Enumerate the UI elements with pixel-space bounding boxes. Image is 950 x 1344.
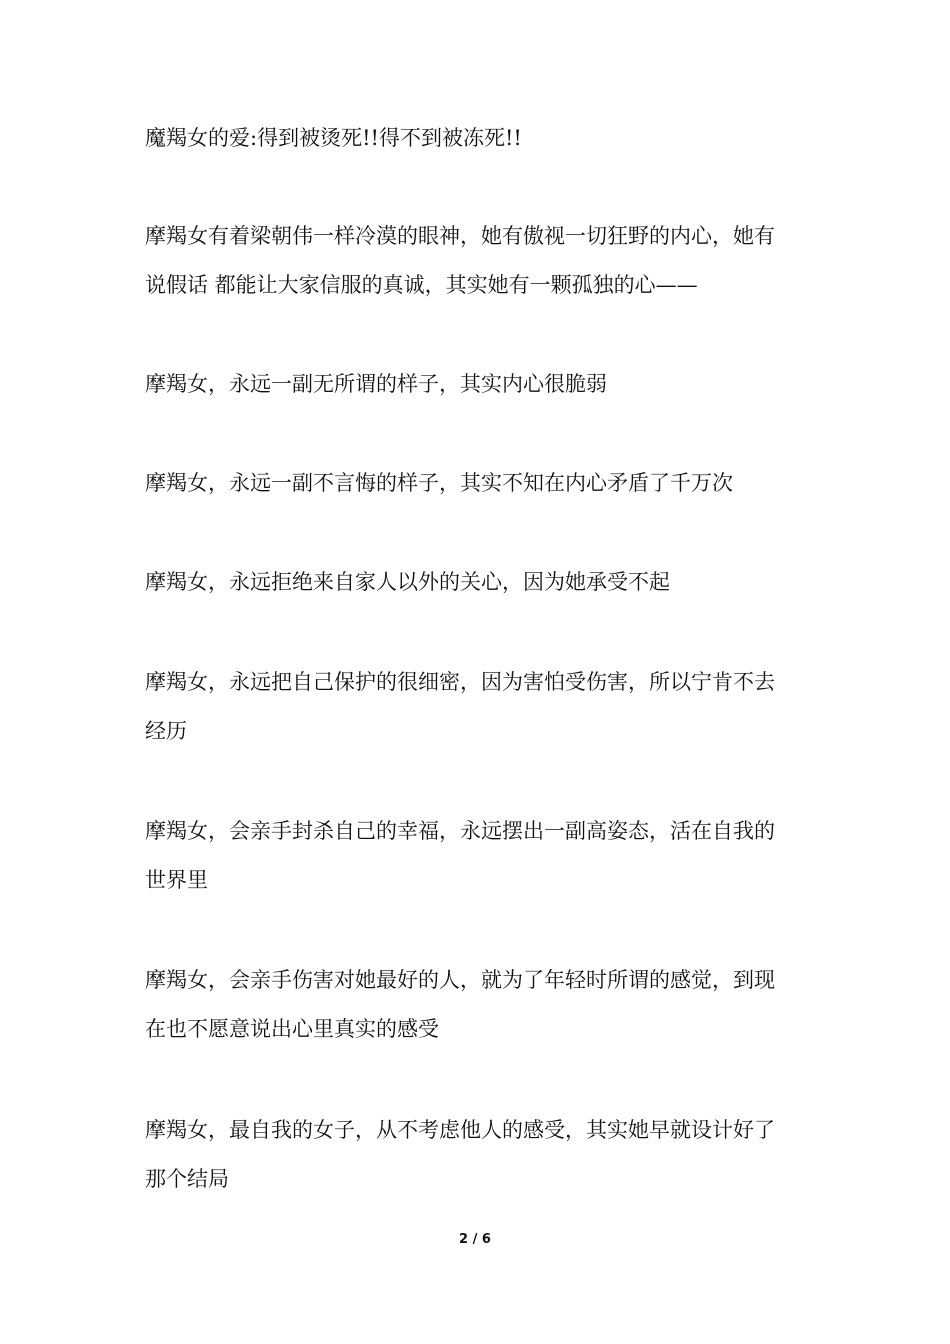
paragraph-line: 世界里 bbox=[145, 868, 208, 892]
paragraph-7 bbox=[145, 807, 810, 905]
paragraph-6 bbox=[145, 658, 810, 756]
paragraph-8 bbox=[145, 956, 810, 1054]
paragraph-1 bbox=[145, 114, 810, 163]
paragraph-5 bbox=[145, 558, 810, 607]
paragraph-line: 摩羯女，永远一副无所谓的样子，其实内心很脆弱 bbox=[145, 372, 607, 396]
paragraph-line: 在也不愿意说出心里真实的感受 bbox=[145, 1017, 439, 1041]
paragraph-line: 摩羯女，会亲手伤害对她最好的人，就为了年轻时所谓的感觉，到现 bbox=[145, 968, 775, 992]
paragraph-line: 摩羯女，最自我的女子，从不考虑他人的感受，其实她早就设计好了 bbox=[145, 1118, 775, 1142]
paragraph-line: 经历 bbox=[145, 719, 187, 743]
paragraph-2 bbox=[145, 212, 810, 310]
paragraph-line: 摩羯女，永远拒绝来自家人以外的关心，因为她承受不起 bbox=[145, 570, 670, 594]
paragraph-line: 摩羯女有着梁朝伟一样冷漠的眼神，她有傲视一切狂野的内心，她有 bbox=[145, 224, 775, 248]
page-number: 2 / 6 bbox=[459, 1232, 491, 1247]
paragraph-3 bbox=[145, 360, 810, 409]
paragraph-line: 说假话 都能让大家信服的真诚，其实她有一颗孤独的心—— bbox=[145, 273, 698, 297]
paragraph-line: 那个结局 bbox=[145, 1167, 229, 1191]
paragraph-line: 摩羯女，永远把自己保护的很细密，因为害怕受伤害，所以宁肯不去 bbox=[145, 670, 775, 694]
paragraph-9 bbox=[145, 1106, 810, 1204]
paragraph-line: 魔羯女的爱:得到被烫死!!得不到被冻死!! bbox=[145, 126, 522, 150]
paragraph-line: 摩羯女，会亲手封杀自己的幸福，永远摆出一副高姿态，活在自我的 bbox=[145, 819, 775, 843]
paragraph-4 bbox=[145, 459, 810, 508]
paragraph-line: 摩羯女，永远一副不言悔的样子，其实不知在内心矛盾了千万次 bbox=[145, 471, 733, 495]
